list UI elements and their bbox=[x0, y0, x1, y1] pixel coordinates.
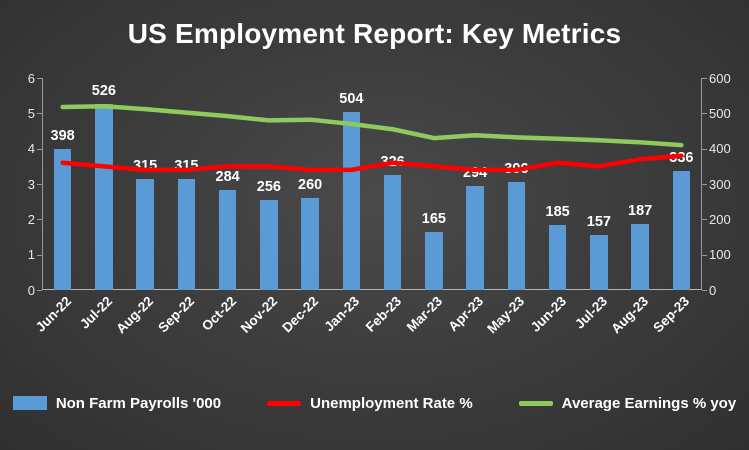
bar-data-label: 294 bbox=[463, 165, 488, 182]
plot-area bbox=[27, 70, 731, 298]
legend-item[interactable] bbox=[267, 395, 473, 412]
bar-data-label: 504 bbox=[339, 90, 364, 107]
right-tick-mark bbox=[702, 113, 707, 114]
right-tick-label: 400 bbox=[709, 141, 731, 157]
chart-legend bbox=[0, 390, 749, 416]
bar-data-label: 187 bbox=[628, 202, 653, 219]
x-axis-label: May-23 bbox=[484, 293, 528, 337]
bar-data-label: 315 bbox=[174, 157, 199, 174]
left-tick-label: 0 bbox=[27, 282, 35, 298]
bar-data-label: 157 bbox=[586, 213, 611, 230]
bar-data-label: 315 bbox=[133, 157, 158, 174]
left-tick-label: 2 bbox=[27, 211, 35, 227]
legend-label: Average Earnings % yoy bbox=[561, 394, 737, 412]
left-tick-label: 6 bbox=[27, 70, 35, 86]
right-tick-label: 600 bbox=[709, 70, 731, 86]
chart-title: US Employment Report: Key Metrics bbox=[127, 18, 622, 49]
x-axis-label: Jun-22 bbox=[32, 293, 74, 335]
x-axis-label: Jun-23 bbox=[527, 293, 569, 335]
bar-data-label: 336 bbox=[669, 150, 694, 167]
right-tick-mark bbox=[702, 255, 707, 256]
right-tick-label: 500 bbox=[709, 105, 731, 121]
x-axis-label: Oct-22 bbox=[198, 293, 239, 334]
x-axis-label: Nov-22 bbox=[237, 293, 281, 336]
bar-data-label: 256 bbox=[256, 178, 281, 195]
right-tick-mark bbox=[702, 290, 707, 291]
x-axis-labels bbox=[32, 292, 702, 362]
x-axis-label: Sep-23 bbox=[650, 293, 693, 336]
bar-data-label: 306 bbox=[504, 160, 529, 177]
right-tick-label: 300 bbox=[709, 176, 731, 192]
bar-data-label: 165 bbox=[421, 210, 446, 227]
x-axis-label: Jul-23 bbox=[571, 293, 611, 332]
legend-item[interactable] bbox=[519, 395, 737, 412]
left-tick-label: 1 bbox=[27, 247, 35, 263]
line-series bbox=[63, 153, 682, 170]
left-tick-label: 4 bbox=[27, 141, 35, 157]
right-tick-label: 0 bbox=[709, 282, 717, 298]
x-axis-label: Dec-22 bbox=[279, 293, 322, 336]
bar-data-label: 326 bbox=[380, 153, 405, 170]
right-tick-label: 100 bbox=[709, 247, 731, 263]
bar-data-label: 398 bbox=[50, 128, 75, 145]
left-tick-mark bbox=[37, 290, 42, 291]
right-tick-mark bbox=[702, 78, 707, 79]
legend-label: Non Farm Payrolls '000 bbox=[55, 394, 222, 412]
legend-item[interactable] bbox=[13, 395, 221, 412]
left-tick-label: 5 bbox=[27, 105, 35, 121]
legend-line-swatch-icon bbox=[267, 401, 301, 406]
x-axis-label: Aug-23 bbox=[608, 293, 652, 337]
right-tick-mark bbox=[702, 184, 707, 185]
x-axis-label: Aug-22 bbox=[113, 293, 157, 337]
x-axis-label: Feb-23 bbox=[362, 293, 404, 335]
right-tick-mark bbox=[702, 219, 707, 220]
legend-line-swatch-icon bbox=[519, 401, 553, 406]
x-axis-label: Jul-22 bbox=[76, 293, 116, 332]
bar-data-label: 284 bbox=[215, 168, 240, 185]
x-axis-label: Sep-22 bbox=[155, 293, 198, 336]
bar-data-label: 260 bbox=[298, 177, 323, 194]
right-tick-label: 200 bbox=[709, 211, 731, 227]
legend-bar-swatch-icon bbox=[13, 396, 47, 410]
right-tick-mark bbox=[702, 149, 707, 150]
legend-label: Unemployment Rate % bbox=[310, 394, 473, 412]
x-axis-label: Apr-23 bbox=[445, 293, 487, 335]
line-series bbox=[63, 106, 682, 145]
x-axis-label: Jan-23 bbox=[321, 293, 363, 335]
bar-data-label: 185 bbox=[545, 203, 570, 220]
x-axis-label: Mar-23 bbox=[403, 293, 446, 335]
line-series-layer bbox=[42, 78, 702, 290]
bar-data-label: 526 bbox=[91, 83, 116, 100]
left-tick-label: 3 bbox=[27, 176, 35, 192]
